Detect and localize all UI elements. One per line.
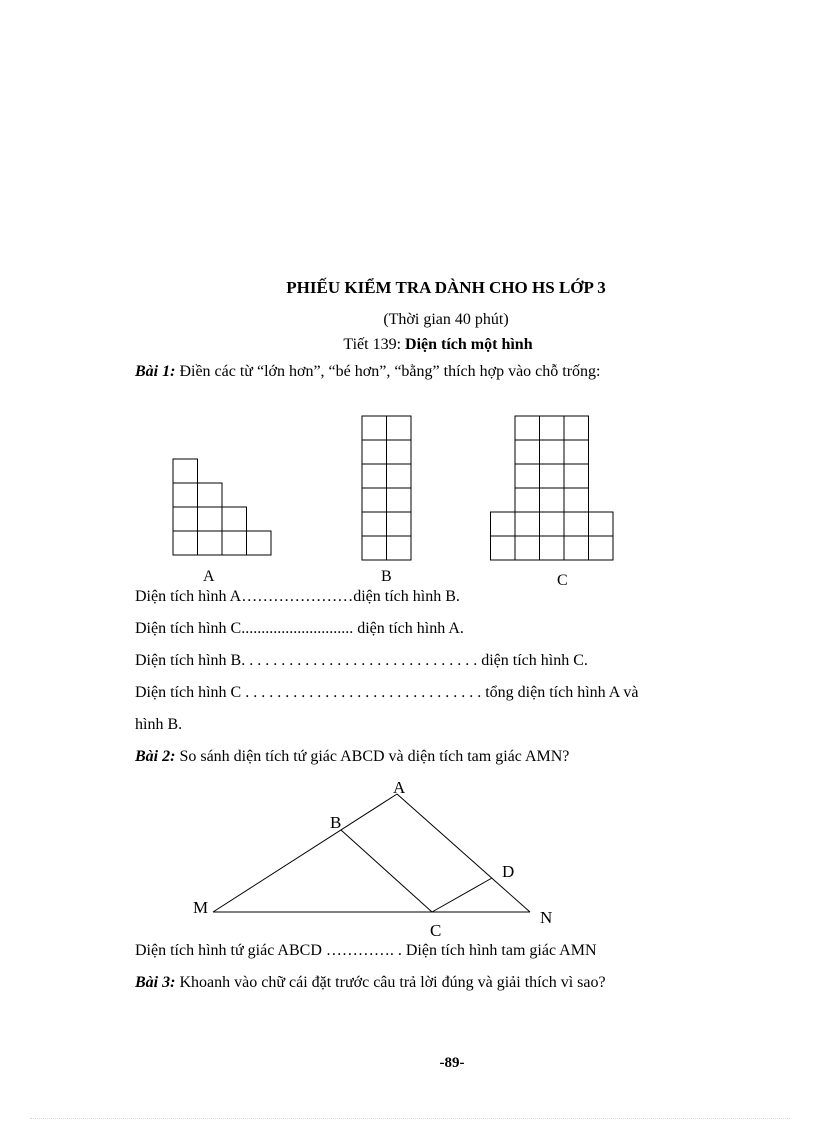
shape-c-cell [515,488,540,512]
triangle-figure [0,760,816,940]
shape-c-cell [564,512,589,536]
shape-b-label: B [381,568,392,585]
shape-c-cell [540,416,565,440]
shape-b-cell [387,440,412,464]
shape-c-cell [589,536,614,560]
shape-b-cell [387,464,412,488]
point-a-label: A [393,778,406,797]
shape-c-cell [540,536,565,560]
shape-b-cell [362,464,387,488]
shape-b-cell [387,488,412,512]
shape-c-cell [564,440,589,464]
shape-a-cell [173,459,198,483]
exercise-1-line-4: Diện tích hình C . . . . . . . . . . . . . . . . . . . . . . . . . . . . . . tổng diện tích hình A và [135,684,639,701]
segment-cd [432,878,492,912]
page-number: -89- [439,1055,465,1071]
shape-a-cell [222,531,247,555]
exercise-1-text: Điền các từ “lớn hơn”, “bé hơn”, “bằng” thích hợp vào chỗ trống: [175,363,601,380]
exercise-1-line-2: Diện tích hình C............................ diện tích hình A. [135,620,464,637]
shape-c-cell [515,440,540,464]
lesson-name: Diện tích một hình [405,336,533,353]
exercise-3-prompt [135,974,606,992]
point-n-label: N [540,908,553,927]
shape-b-cell [362,440,387,464]
shape-b-cell [387,536,412,560]
shape-a-label: A [203,568,215,585]
segment-ma [213,794,397,912]
shape-a-cell [222,507,247,531]
exercise-2-answer-line: Diện tích hình tứ giác ABCD …………. . Diện tích hình tam giác AMN [135,942,597,959]
shape-a-cell [198,531,223,555]
shape-c-cell [515,512,540,536]
shape-a-cell [198,483,223,507]
shape-c-cell [491,512,516,536]
lesson-prefix: Tiết 139: [343,336,406,353]
exercise-2-text: So sánh diện tích tứ giác ABCD và diện tích tam giác AMN? [175,748,570,765]
shape-b-cell [362,488,387,512]
shape-b-cell [387,512,412,536]
shape-c-cell [491,536,516,560]
point-c-label: C [430,921,442,940]
point-m-label: M [193,898,209,917]
exercise-1-label: Bài 1: [135,363,176,380]
segment-bc [341,830,432,912]
shape-c-cell [564,416,589,440]
shape-a-cell [173,507,198,531]
exercise-3-label: Bài 3: [135,974,176,991]
shape-a-cell [247,531,272,555]
point-d-label: D [502,862,515,881]
shape-a-staircase [173,459,271,555]
shape-c-cell [540,440,565,464]
shape-a-cell [173,531,198,555]
shape-c-cell [564,464,589,488]
shape-c-cell [564,488,589,512]
shape-c-cell [540,488,565,512]
shape-b-cell [362,416,387,440]
shape-a-cell [173,483,198,507]
shape-c-tower [491,416,614,560]
exercise-1-line-5: hình B. [135,716,183,733]
exercise-1-line-1: Diện tích hình A…………………diện tích hình B. [135,588,460,605]
shape-b-column [362,416,411,560]
shape-c-cell [515,536,540,560]
shape-c-label: C [557,572,568,589]
point-b-label: B [330,813,342,832]
shape-c-cell [564,536,589,560]
shape-a-cell [198,507,223,531]
shape-c-cell [515,416,540,440]
shape-b-cell [362,512,387,536]
duration-text: (Thời gian 40 phút) [383,311,509,328]
shape-c-cell [540,464,565,488]
shape-b-cell [387,416,412,440]
shape-c-cell [540,512,565,536]
shape-b-cell [362,536,387,560]
shape-c-cell [515,464,540,488]
exercise-2-label: Bài 2: [135,748,176,765]
exercise-1-line-3: Diện tích hình B. . . . . . . . . . . . . . . . . . . . . . . . . . . . . . diện tích hình C. [135,652,588,669]
exercise-3-text: Khoanh vào chữ cái đặt trước câu trả lời đúng và giải thích vì sao? [175,974,606,991]
shape-c-cell [589,512,614,536]
worksheet-title: PHIẾU KIỂM TRA DÀNH CHO HS LỚP 3 [286,278,606,297]
page-bottom-border [30,1118,790,1119]
